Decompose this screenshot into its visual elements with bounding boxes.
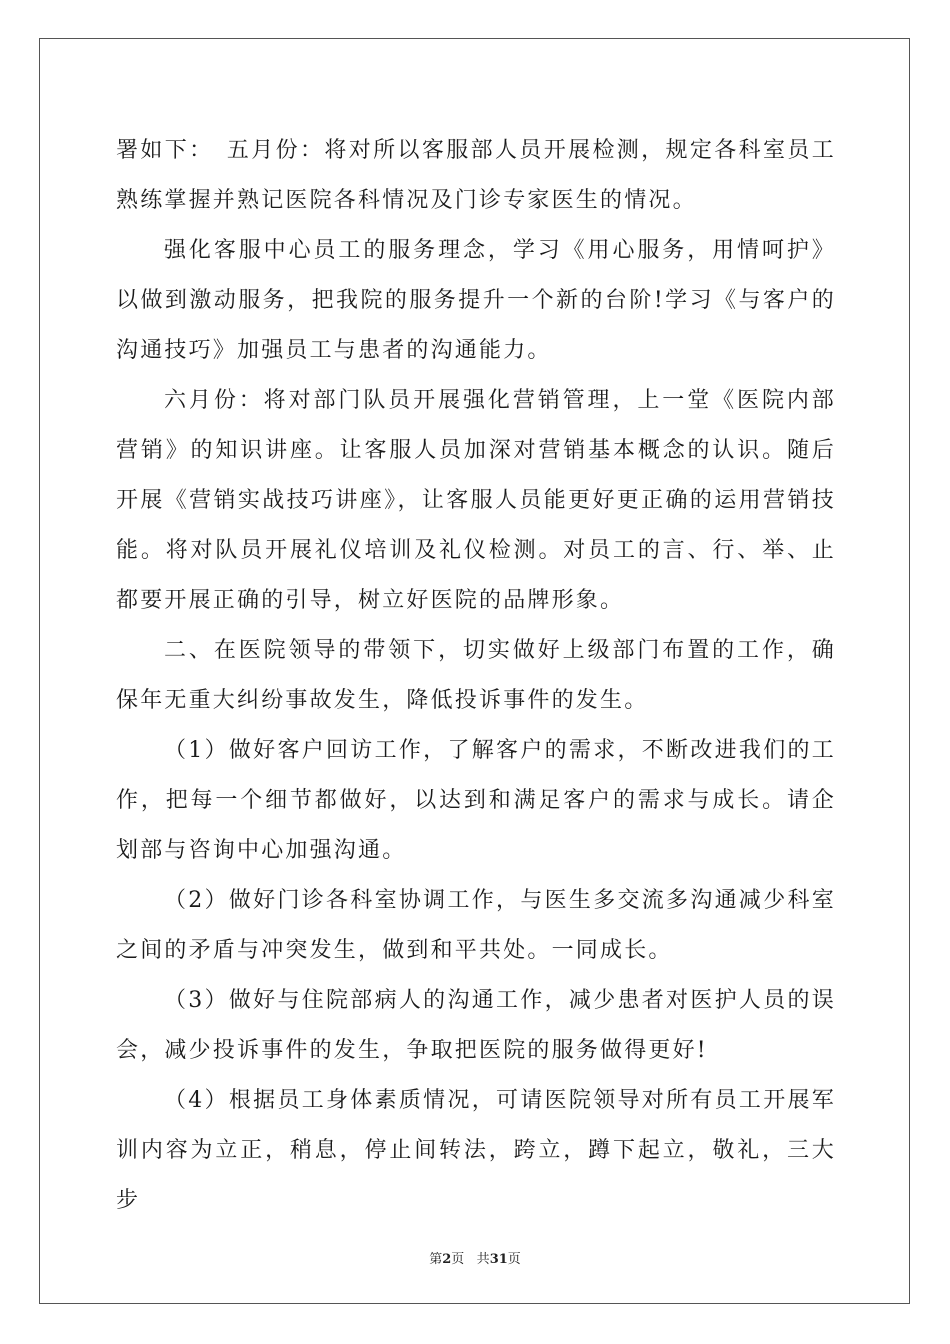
page-number: 2	[442, 1252, 452, 1267]
total-suffix: 页	[507, 1252, 521, 1267]
page-suffix: 页	[451, 1252, 465, 1267]
document-body	[116, 126, 836, 1226]
page-footer	[0, 1248, 950, 1267]
paragraph-7: （3）做好与住院部病人的沟通工作，减少患者对医护人员的误会，减少投诉事件的发生，争取把医院的服务做得更好!	[116, 988, 836, 1063]
paragraph-4: 二、在医院领导的带领下，切实做好上级部门布置的工作，确保年无重大纠纷事故发生，降低投诉事件的发生。	[116, 638, 836, 713]
paragraph-8: （4）根据员工身体素质情况，可请医院领导对所有员工开展军训内容为立正，稍息，停止间转法，跨立，蹲下起立，敬礼，三大步	[116, 1088, 836, 1213]
paragraph-1: 署如下： 五月份：将对所以客服部人员开展检测，规定各科室员工熟练掌握并熟记医院各科情况及门诊专家医生的情况。	[116, 138, 836, 213]
paragraph-2: 强化客服中心员工的服务理念，学习《用心服务，用情呵护》以做到激动服务，把我院的服务提升一个新的台阶!学习《与客户的沟通技巧》加强员工与患者的沟通能力。	[116, 238, 836, 363]
total-pages: 31	[489, 1252, 508, 1267]
paragraph-6: （2）做好门诊各科室协调工作，与医生多交流多沟通减少科室之间的矛盾与冲突发生，做到和平共处。一同成长。	[116, 888, 836, 963]
paragraph-5: （1）做好客户回访工作，了解客户的需求，不断改进我们的工作，把每一个细节都做好，以达到和满足客户的需求与成长。请企划部与咨询中心加强沟通。	[116, 738, 836, 863]
total-prefix: 共	[476, 1252, 490, 1267]
paragraph-3: 六月份：将对部门队员开展强化营销管理，上一堂《医院内部营销》的知识讲座。让客服人员加深对营销基本概念的认识。随后开展《营销实战技巧讲座》，让客服人员能更好更正确的运用营销技能。将对队员开展礼仪培训及礼仪检测。对员工的言、行、举、止都要开展正确的引导，树立好医院的品牌形象。	[116, 388, 836, 613]
page-prefix: 第	[429, 1252, 443, 1267]
